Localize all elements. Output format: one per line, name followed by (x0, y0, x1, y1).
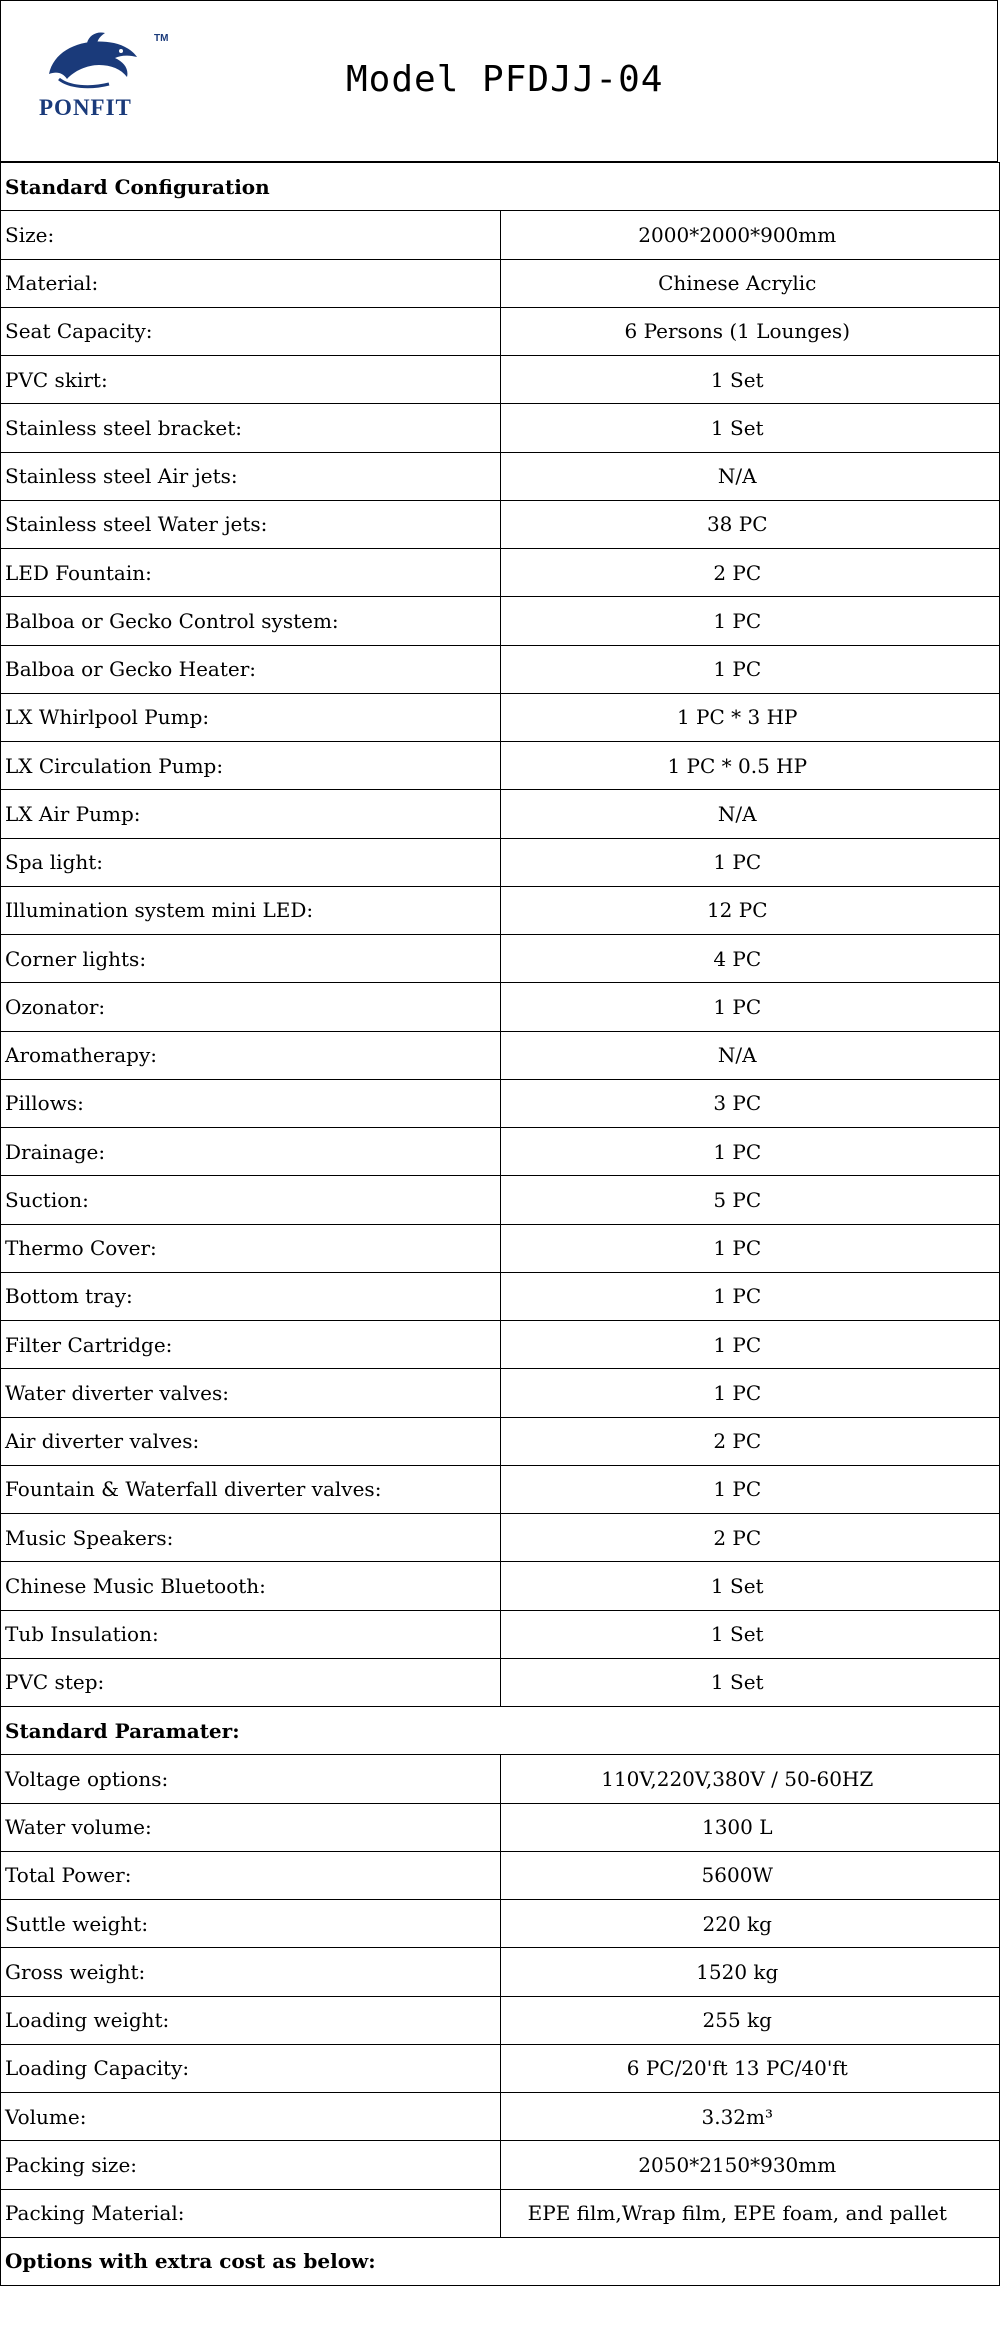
document-header (0, 0, 998, 162)
spec-label: LED Fountain: (1, 549, 501, 597)
spec-label: Suttle weight: (1, 1900, 501, 1948)
spec-value: 6 PC/20'ft 13 PC/40'ft (500, 2044, 1000, 2092)
spec-label: Loading weight: (1, 1996, 501, 2044)
spec-label: LX Whirlpool Pump: (1, 693, 501, 741)
table-row (1, 404, 1000, 452)
model-title: Model PFDJJ-04 (346, 59, 664, 100)
spec-value: Chinese Acrylic (500, 259, 1000, 307)
spec-value: 1 Set (500, 404, 1000, 452)
spec-value: 1520 kg (500, 1948, 1000, 1996)
spec-label: Bottom tray: (1, 1272, 501, 1320)
spec-value: N/A (500, 1031, 1000, 1079)
table-row (1, 1755, 1000, 1803)
ponfit-logo (29, 29, 179, 129)
table-row (1, 1803, 1000, 1851)
spec-value: 5600W (500, 1851, 1000, 1899)
spec-label: Water diverter valves: (1, 1369, 501, 1417)
spec-label: LX Circulation Pump: (1, 742, 501, 790)
spec-label: Music Speakers: (1, 1514, 501, 1562)
spec-value: 110V,220V,380V / 50-60HZ (500, 1755, 1000, 1803)
spec-value: N/A (500, 790, 1000, 838)
table-row (1, 1176, 1000, 1224)
spec-value: 1 PC (500, 838, 1000, 886)
spec-value: 1 Set (500, 1562, 1000, 1610)
spec-value: 2 PC (500, 549, 1000, 597)
table-row (1, 1465, 1000, 1513)
table-row (1, 1948, 1000, 1996)
spec-value: 1 PC (500, 1369, 1000, 1417)
spec-label: Air diverter valves: (1, 1417, 501, 1465)
spec-label: Balboa or Gecko Heater: (1, 645, 501, 693)
spec-value: 3.32m³ (500, 2093, 1000, 2141)
section-heading: Standard Configuration (1, 163, 1000, 211)
spec-value: 1 PC (500, 1321, 1000, 1369)
section-heading: Options with extra cost as below: (1, 2237, 1000, 2285)
spec-value: 12 PC (500, 886, 1000, 934)
spec-value: 1 PC (500, 1465, 1000, 1513)
spec-label: Voltage options: (1, 1755, 501, 1803)
spec-label: Loading Capacity: (1, 2044, 501, 2092)
table-row (1, 2044, 1000, 2092)
spec-value: 1300 L (500, 1803, 1000, 1851)
spec-label: Thermo Cover: (1, 1224, 501, 1272)
spec-value: 1 Set (500, 1658, 1000, 1706)
spec-value: 1 Set (500, 356, 1000, 404)
spec-value: 2 PC (500, 1417, 1000, 1465)
spec-label: Water volume: (1, 1803, 501, 1851)
spec-value: 1 PC (500, 597, 1000, 645)
spec-label: Gross weight: (1, 1948, 501, 1996)
spec-label: Drainage: (1, 1128, 501, 1176)
spec-value: 5 PC (500, 1176, 1000, 1224)
spec-table (0, 162, 1000, 2286)
spec-label: Aromatherapy: (1, 1031, 501, 1079)
spec-value: EPE film,Wrap film, EPE foam, and pallet (500, 2189, 1000, 2237)
spec-value: 220 kg (500, 1900, 1000, 1948)
table-row (1, 693, 1000, 741)
table-row (1, 1851, 1000, 1899)
table-row (1, 307, 1000, 355)
spec-label: Volume: (1, 2093, 501, 2141)
spec-label: LX Air Pump: (1, 790, 501, 838)
spec-value: 2 PC (500, 1514, 1000, 1562)
table-row (1, 1996, 1000, 2044)
spec-label: Packing Material: (1, 2189, 501, 2237)
table-row (1, 935, 1000, 983)
table-row (1, 1224, 1000, 1272)
table-row (1, 1321, 1000, 1369)
table-row (1, 1369, 1000, 1417)
spec-value: 1 PC * 3 HP (500, 693, 1000, 741)
table-row (1, 886, 1000, 934)
spec-value: 2000*2000*900mm (500, 211, 1000, 259)
table-row (1, 838, 1000, 886)
table-row (1, 1272, 1000, 1320)
table-row (1, 259, 1000, 307)
spec-label: PVC step: (1, 1658, 501, 1706)
spec-label: Stainless steel bracket: (1, 404, 501, 452)
table-row (1, 500, 1000, 548)
spec-label: Balboa or Gecko Control system: (1, 597, 501, 645)
table-row (1, 356, 1000, 404)
spec-value: 1 PC (500, 1272, 1000, 1320)
spec-value: 6 Persons (1 Lounges) (500, 307, 1000, 355)
table-row (1, 1514, 1000, 1562)
spec-label: Spa light: (1, 838, 501, 886)
table-row (1, 983, 1000, 1031)
table-row (1, 549, 1000, 597)
table-row (1, 1900, 1000, 1948)
spec-value: 3 PC (500, 1079, 1000, 1127)
table-row (1, 1417, 1000, 1465)
spec-label: Filter Cartridge: (1, 1321, 501, 1369)
section-heading: Standard Paramater: (1, 1707, 1000, 1755)
spec-value: 1 PC (500, 1128, 1000, 1176)
spec-value: 38 PC (500, 500, 1000, 548)
table-row (1, 1610, 1000, 1658)
table-row (1, 452, 1000, 500)
section-standard-configuration (1, 163, 1000, 211)
spec-label: Pillows: (1, 1079, 501, 1127)
section-standard-parameter (1, 1707, 1000, 1755)
spec-label: Tub Insulation: (1, 1610, 501, 1658)
table-row (1, 597, 1000, 645)
trademark-symbol: TM (154, 33, 169, 44)
spec-label: Fountain & Waterfall diverter valves: (1, 1465, 501, 1513)
spec-label: Illumination system mini LED: (1, 886, 501, 934)
spec-label: Total Power: (1, 1851, 501, 1899)
spec-value: 4 PC (500, 935, 1000, 983)
table-row (1, 211, 1000, 259)
spec-label: Corner lights: (1, 935, 501, 983)
table-row (1, 1031, 1000, 1079)
spec-value: 1 PC (500, 983, 1000, 1031)
table-row (1, 1562, 1000, 1610)
table-row (1, 790, 1000, 838)
table-row (1, 2093, 1000, 2141)
table-row (1, 1128, 1000, 1176)
table-row (1, 645, 1000, 693)
spec-label: Suction: (1, 1176, 501, 1224)
table-row (1, 1658, 1000, 1706)
brand-name: PONFIT (39, 95, 132, 120)
spec-value: 1 Set (500, 1610, 1000, 1658)
spec-value: 2050*2150*930mm (500, 2141, 1000, 2189)
table-row (1, 2189, 1000, 2237)
spec-label: Stainless steel Water jets: (1, 500, 501, 548)
spec-label: PVC skirt: (1, 356, 501, 404)
table-row (1, 2141, 1000, 2189)
spec-label: Stainless steel Air jets: (1, 452, 501, 500)
spec-label: Packing size: (1, 2141, 501, 2189)
spec-label: Ozonator: (1, 983, 501, 1031)
spec-value: 1 PC (500, 645, 1000, 693)
spec-label: Material: (1, 259, 501, 307)
section-options (1, 2237, 1000, 2285)
spec-value: 1 PC (500, 1224, 1000, 1272)
table-row (1, 1079, 1000, 1127)
spec-label: Size: (1, 211, 501, 259)
spec-value: 1 PC * 0.5 HP (500, 742, 1000, 790)
spec-value: 255 kg (500, 1996, 1000, 2044)
spec-label: Chinese Music Bluetooth: (1, 1562, 501, 1610)
table-row (1, 742, 1000, 790)
spec-label: Seat Capacity: (1, 307, 501, 355)
spec-value: N/A (500, 452, 1000, 500)
